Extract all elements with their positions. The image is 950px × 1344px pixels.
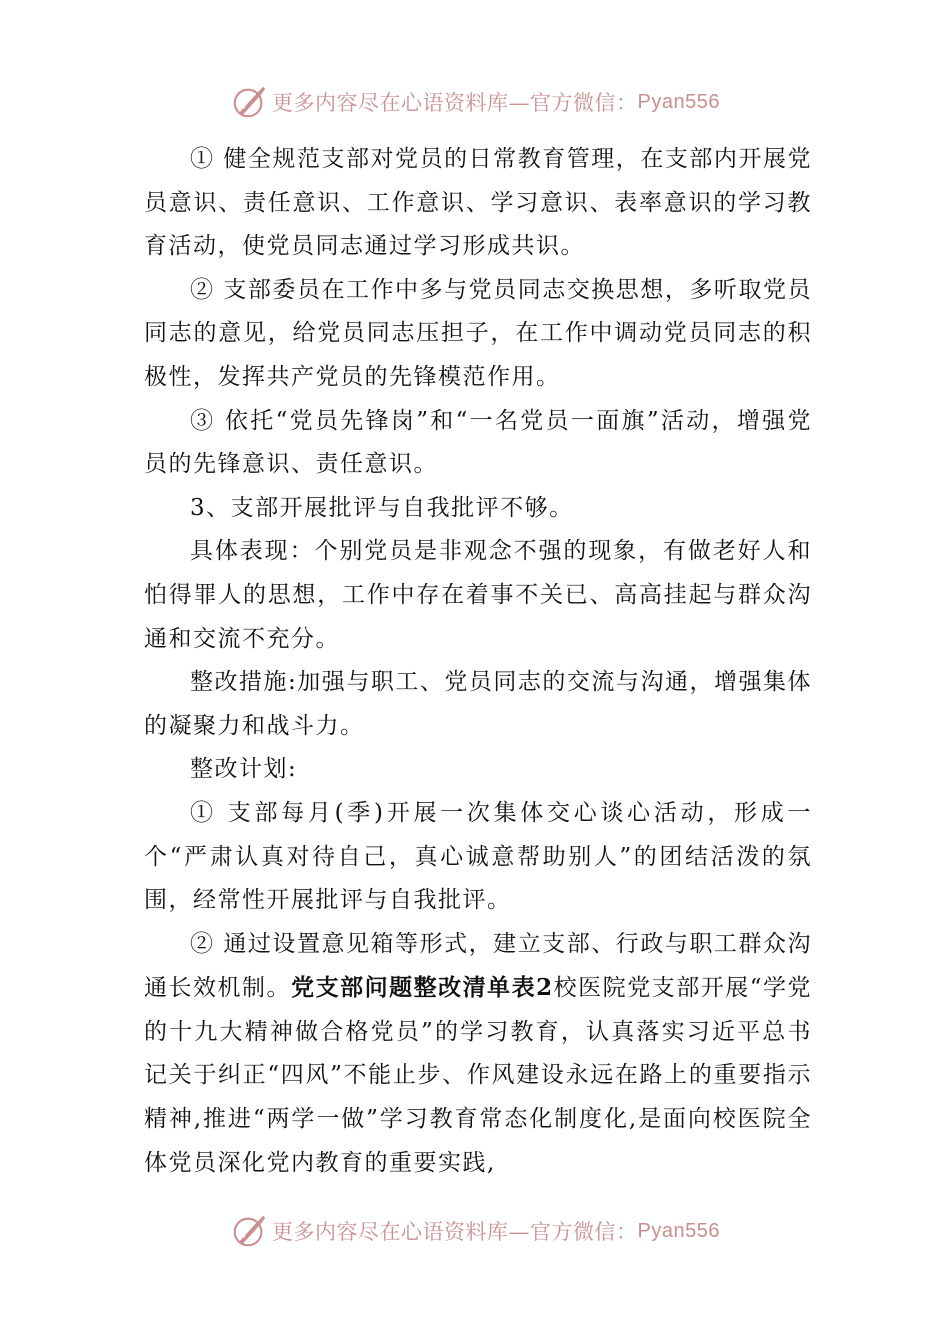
paragraph-3: ③ 依托“党员先锋岗”和“一名党员一面旗”活动，增强党员的先锋意识、责任意识。 xyxy=(144,407,812,478)
pen-logo-icon xyxy=(230,83,268,121)
paragraph-9-lead: ② 通过设置意见箱等形式，建立支部、行政与职工群众沟通长效机制。 xyxy=(144,930,812,1002)
watermark-text: 更多内容尽在心语资料库—官方微信： xyxy=(272,91,638,115)
paragraph-5: 具体表现：个别党员是非观念不强的现象，有做老好人和怕得罪人的思想，工作中存在着事不关已、高高挂起与群众沟通和交流不充分。 xyxy=(144,538,812,652)
pen-logo-icon xyxy=(230,1212,268,1250)
header-watermark xyxy=(0,80,950,124)
paragraph-1: ① 健全规范支部对党员的日常教育管理，在支部内开展党员意识、责任意识、工作意识、学习意识、表率意识的学习教育活动，使党员同志通过学习形成共识。 xyxy=(144,146,812,260)
paragraph-7: 整改计划: xyxy=(190,756,298,783)
inline-bold-heading: 党支部问题整改清单表2 xyxy=(291,974,554,1002)
paragraph-9 xyxy=(144,923,812,1186)
watermark-brand: Pyan556 xyxy=(637,1219,720,1242)
watermark-text: 更多内容尽在心语资料库—官方微信： xyxy=(272,1220,638,1244)
paragraph-6: 整改措施:加强与职工、党员同志的交流与沟通，增强集体的凝聚力和战斗力。 xyxy=(144,669,812,739)
document-body xyxy=(144,138,812,1185)
watermark-brand: Pyan556 xyxy=(637,90,720,113)
paragraph-8: ① 支部每月(季)开展一次集体交心谈心活动，形成一个“严肃认真对待自己，真心诚意帮助别人”的团结活泼的氛围，经常性开展批评与自我批评。 xyxy=(144,799,812,914)
paragraph-2: ② 支部委员在工作中多与党员同志交换思想，多听取党员同志的意见，给党员同志压担子，在工作中调动党员同志的积极性，发挥共产党员的先锋模范作用。 xyxy=(144,276,812,390)
paragraph-4: 3、支部开展批评与自我批评不够。 xyxy=(190,494,574,521)
footer-watermark xyxy=(0,1209,950,1253)
paragraph-9-tail: 校医院党支部开展“学党的十九大精神做合格党员”的学习教育，认真落实习近平总书记关于纠正“四风”不能止步、作风建设永远在路上的重要指示精神,推进“两学一做”学习教育常态化制度化,是面向校医院全体党员深化党内教育的重要实践, xyxy=(144,975,813,1176)
